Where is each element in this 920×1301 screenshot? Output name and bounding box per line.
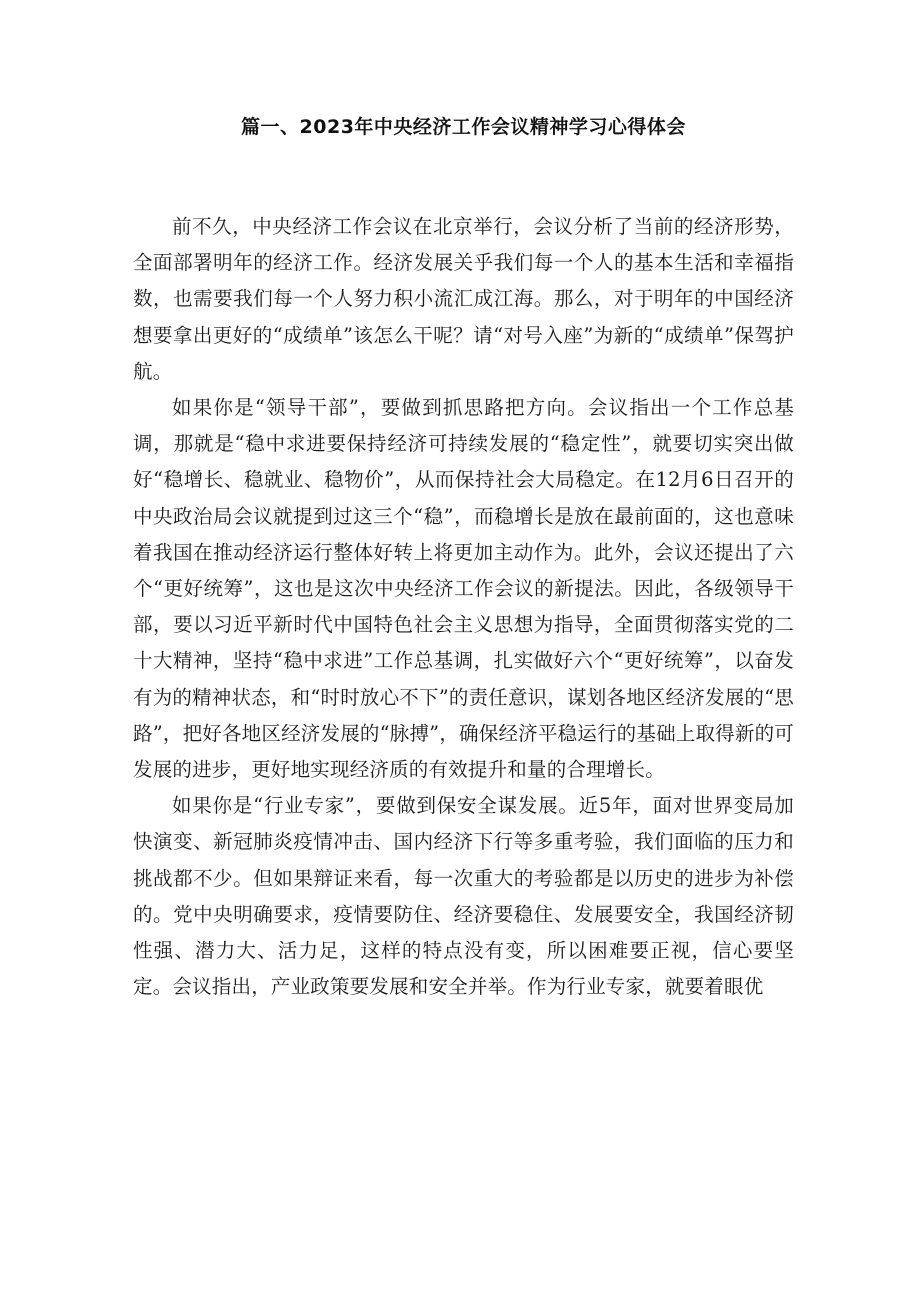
- paragraph-2: 如果你是“领导干部”，要做到抓思路把方向。会议指出一个工作总基调，那就是“稳中求进要保持经济可持续发展的“稳定性”，就要切实突出做好“稳增长、稳就业、稳物价”，从而保持社会大局稳定。在12月6日召开的中央政治局会议就提到过这三个“稳”，而稳增长是放在最前面的，这也意味着我国在推动经济运行整体好转上将更加主动作为。此外，会议还提出了六个“更好统筹”，这也是这次中央经济工作会议的新提法。因此，各级领导干部，要以习近平新时代中国特色社会主义思想为指导，全面贯彻落实党的二十大精神，坚持“稳中求进”工作总基调，扎实做好六个“更好统筹”，以奋发有为的精神状态，和“时时放心不下”的责任意识，谋划各地区经济发展的“思路”，把好各地区经济发展的“脉搏”，确保经济平稳运行的基础上取得新的可发展的进步，更好地实现经济质的有效提升和量的合理增长。: [133, 396, 794, 782]
- document-title: 篇一、2023年中央经济工作会议精神学习心得体会: [241, 116, 686, 138]
- document-body: [133, 209, 794, 1005]
- paragraph-3: 如果你是“行业专家”，要做到保安全谋发展。近5年，面对世界变局加快演变、新冠肺炎疫情冲击、国内经济下行等多重考验，我们面临的压力和挑战都不少。但如果辩证来看，每一次重大的考验都是以历史的进步为补偿的。党中央明确要求，疫情要防住、经济要稳住、发展要安全，我国经济韧性强、潜力大、活力足，这样的特点没有变，所以困难要正视，信心要坚定。会议指出，产业政策要发展和安全并举。作为行业专家，就要着眼优: [133, 794, 794, 999]
- paragraph-1: 前不久，中央经济工作会议在北京举行，会议分析了当前的经济形势，全面部署明年的经济工作。经济发展关乎我们每一个人的基本生活和幸福指数，也需要我们每一个人努力积小流汇成江海。那么，对于明年的中国经济想要拿出更好的“成绩单”该怎么干呢？请“对号入座”为新的“成绩单”保驾护航。: [133, 215, 794, 383]
